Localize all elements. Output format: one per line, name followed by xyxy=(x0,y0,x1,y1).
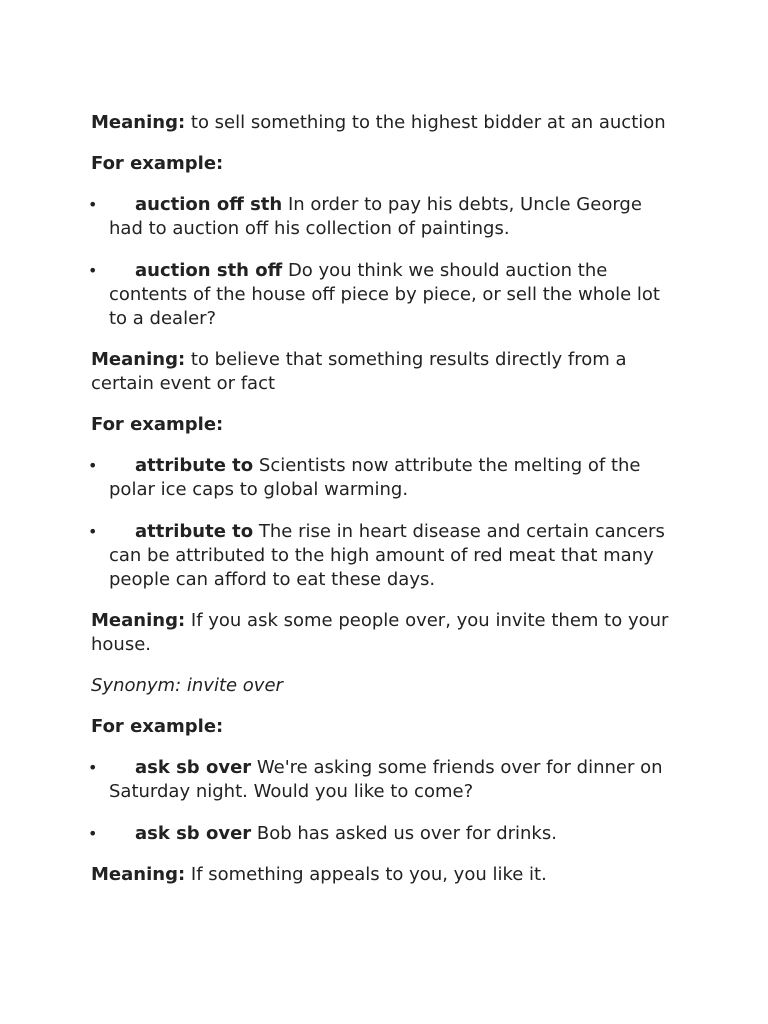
example-item xyxy=(88,756,681,804)
example-list xyxy=(88,193,681,331)
meaning-paragraph xyxy=(91,609,681,657)
example-text: Scientists now attribute the melting of the polar ice caps to global warming. xyxy=(109,455,641,500)
example-heading xyxy=(91,715,681,739)
example-item xyxy=(88,454,681,502)
meaning-paragraph xyxy=(91,111,681,135)
bullet-icon: • xyxy=(88,522,98,541)
example-term: attribute to xyxy=(135,455,254,476)
meaning-label: Meaning: xyxy=(91,349,186,370)
example-term: auction off sth xyxy=(135,194,283,215)
bullet-icon: • xyxy=(88,195,98,214)
example-item xyxy=(88,259,681,331)
meaning-paragraph xyxy=(91,348,681,396)
meaning-label: Meaning: xyxy=(91,112,186,133)
example-text: In order to pay his debts, Uncle George had to auction off his collection of paintings. xyxy=(109,194,642,239)
example-list xyxy=(88,756,681,846)
example-term: attribute to xyxy=(135,521,254,542)
meaning-text: to sell something to the highest bidder at an auction xyxy=(190,112,666,133)
example-term: ask sb over xyxy=(135,823,252,844)
bullet-icon: • xyxy=(88,758,98,777)
meaning-label: Meaning: xyxy=(91,864,186,885)
example-item xyxy=(88,822,681,846)
bullet-icon: • xyxy=(88,456,98,475)
bullet-icon: • xyxy=(88,824,98,843)
example-text: Bob has asked us over for drinks. xyxy=(256,823,557,844)
meaning-text: If you ask some people over, you invite them to your house. xyxy=(91,610,669,655)
example-label: For example: xyxy=(91,414,224,435)
example-term: auction sth off xyxy=(135,260,283,281)
example-list xyxy=(88,454,681,592)
meaning-label: Meaning: xyxy=(91,610,186,631)
example-heading xyxy=(91,413,681,437)
example-label: For example: xyxy=(91,716,224,737)
meaning-paragraph xyxy=(91,863,681,887)
example-text: Do you think we should auction the contents of the house off piece by piece, or sell the whole lot to a dealer? xyxy=(109,260,660,329)
example-heading xyxy=(91,152,681,176)
bullet-icon: • xyxy=(88,261,98,280)
synonym-text: Synonym: invite over xyxy=(91,675,283,696)
example-label: For example: xyxy=(91,153,224,174)
meaning-text: If something appeals to you, you like it. xyxy=(190,864,547,885)
example-term: ask sb over xyxy=(135,757,252,778)
meaning-text: to believe that something results directly from a certain event or fact xyxy=(91,349,627,394)
example-item xyxy=(88,193,681,241)
example-text: The rise in heart disease and certain cancers can be attributed to the high amount of red meat that many people can afford to eat these days. xyxy=(109,521,665,590)
example-item xyxy=(88,520,681,592)
example-text: We're asking some friends over for dinner on Saturday night. Would you like to come? xyxy=(109,757,663,802)
document-page xyxy=(88,111,681,904)
